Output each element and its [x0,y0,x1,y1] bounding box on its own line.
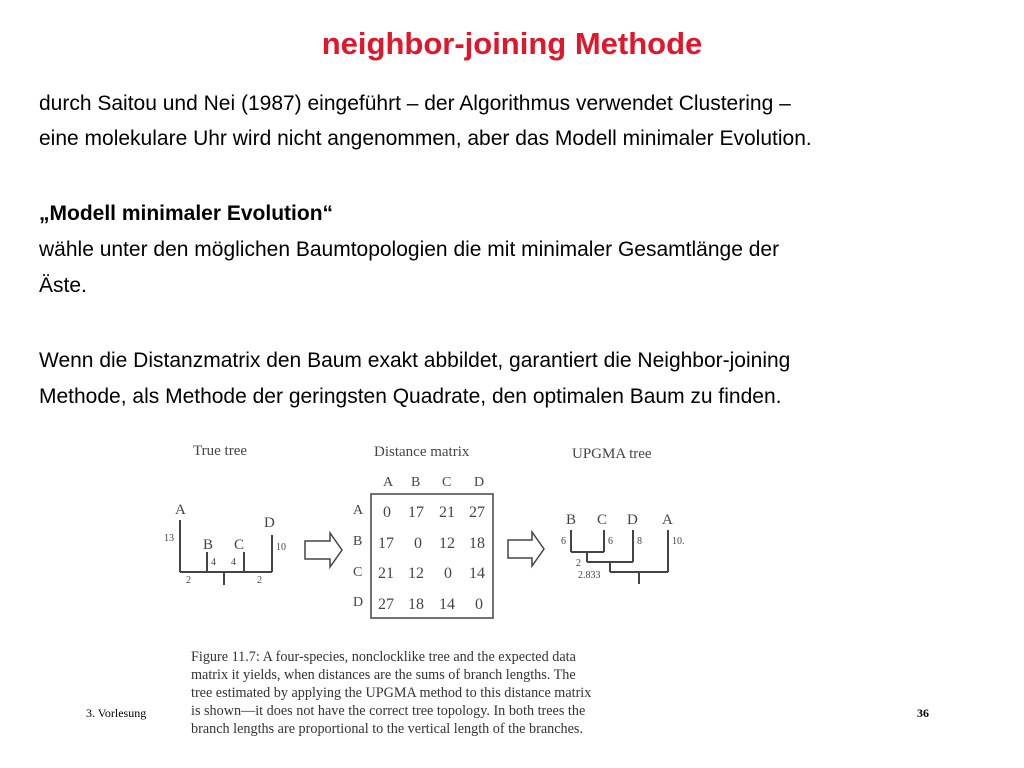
figure-caption [191,648,681,738]
caption-line: tree estimated by applying the UPGMA method to this distance matrix [191,685,592,701]
true-tree-label-a: A [175,502,186,518]
conclusion-line-2: Methode, als Methode der geringsten Quadrate, den optimalen Baum zu finden. [39,385,782,408]
upgma-len-d: 8 [637,536,642,547]
arrow-1 [305,533,342,567]
true-tree-len-left-internal: 2 [186,575,191,586]
matrix-cell: 12 [408,565,424,582]
footer-page-number: 36 [917,706,929,720]
matrix-cell: 0 [444,565,452,582]
true-tree-label-b: B [203,537,214,553]
matrix-cell: 27 [469,504,485,521]
matrix-col-b: B [411,475,421,490]
matrix-row-b: B [353,534,363,549]
caption-line: matrix it yields, when distances are the sums of branch lengths. The [191,667,576,683]
matrix-cell: 17 [378,535,394,552]
true-tree-heading: True tree [193,443,248,459]
matrix-cell: 0 [414,535,422,552]
true-tree-len-b: 4 [211,557,216,568]
matrix-cell: 14 [469,565,485,582]
upgma-len-a: 10. [672,536,685,547]
caption-line: is shown—it does not have the correct tree topology. In both trees the [191,703,586,719]
conclusion-line-1: Wenn die Distanzmatrix den Baum exakt abbildet, garantiert die Neighbor-joining [39,349,791,372]
true-tree-label-d: D [264,515,275,531]
matrix-cell: 14 [439,596,455,613]
upgma-len-b: 6 [561,536,566,547]
matrix-col-d: D [474,475,485,490]
matrix-cell: 21 [439,504,455,521]
arrow-2 [508,532,544,566]
caption-line: branch lengths are proportional to the vertical length of the branches. [191,721,583,737]
upgma-label-b: B [566,512,577,528]
footer-lecture: 3. Vorlesung [86,706,147,720]
upgma-tree-heading: UPGMA tree [572,446,652,462]
upgma-label-a: A [662,512,673,528]
upgma-label-d: D [627,512,638,528]
matrix-row-c: C [353,565,363,580]
upgma-label-c: C [597,512,608,528]
matrix-cell: 21 [378,565,394,582]
definition-line-1: wähle unter den möglichen Baumtopologien die mit minimaler Gesamtlänge der [39,238,780,261]
matrix-cell: 0 [475,596,483,613]
matrix-cell: 12 [439,535,455,552]
true-tree-len-right-internal: 2 [257,575,262,586]
upgma-len-c: 6 [608,536,613,547]
matrix-col-c: C [442,475,452,490]
intro-line-2: eine molekulare Uhr wird nicht angenommen, aber das Modell minimaler Evolution. [39,127,812,150]
matrix-cell: 27 [378,596,394,613]
matrix-row-d: D [353,595,364,610]
true-tree-len-d: 10 [276,542,286,553]
matrix-cell: 17 [408,504,424,521]
distance-matrix-heading: Distance matrix [374,444,470,460]
slide-title: neighbor-joining Methode [321,26,703,61]
true-tree-len-c: 4 [231,557,236,568]
upgma-len-inner: 2 [576,558,581,569]
matrix-row-a: A [353,503,364,518]
intro-line-1: durch Saitou und Nei (1987) eingeführt – der Algorithmus verwendet Clustering – [39,92,791,115]
matrix-cell: 0 [383,504,391,521]
definition-line-2: Äste. [39,274,87,297]
true-tree-len-a: 13 [164,533,174,544]
matrix-cell: 18 [469,535,485,552]
matrix-cell: 18 [408,596,424,613]
section-heading: „Modell minimaler Evolution“ [39,202,334,225]
caption-line: Figure 11.7: A four-species, nonclocklike tree and the expected data [191,649,576,665]
true-tree-label-c: C [234,537,245,553]
upgma-len-inner2: 2.833 [578,570,601,581]
matrix-col-a: A [383,475,394,490]
